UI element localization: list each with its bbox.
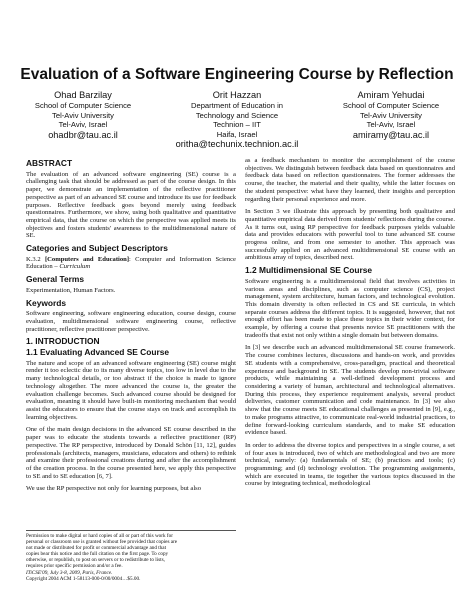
categories-text — [26, 256, 236, 271]
left-column — [26, 157, 236, 498]
category-name: [Computers and Education] — [44, 255, 130, 263]
keywords-heading: Keywords — [26, 297, 67, 308]
introduction-heading: 1. INTRODUCTION — [26, 336, 100, 347]
author-name: Amiram Yehudai — [357, 90, 425, 100]
author-affiliation: Department of Education in — [190, 101, 284, 110]
copyright-line: otherwise, or republish, to post on servers or to redistribute to lists, — [26, 557, 165, 564]
author-1 — [18, 90, 148, 141]
copyright-line: requires prior specific permission and/or a fee. — [26, 563, 123, 570]
paragraph: One of the main design decisions in the advanced SE course described in the paper was to educate the students towards a reflective practitioner (RP) perspective. The RP perspective, introduced by Donald Schön [11, 12], guides professionals (architects, managers, musicians, educators and others) to rethink and examine their professional creations during and after the accomplishment of the creation process. In the course presented here, we apply this perspective to SE and to SE education [6, 7]. — [26, 426, 236, 480]
author-affiliation: Haifa, Israel — [216, 129, 258, 139]
right-column — [245, 157, 455, 493]
author-email: amiramy@tau.ac.il — [352, 129, 430, 140]
author-name: Ohad Barzilay — [54, 90, 112, 100]
paragraph: as a feedback mechanism to monitor the accomplishment of the course objectives. We distinguish between feedback data based on questionnaires and feedback data based on reflection questionnaires. The former addresses the course, the teacher, the material and their quality, while the latter focuses on the student perspective: what have they learned, their insights and perception regarding their personal experience and more. — [245, 157, 455, 203]
categories-heading: Categories and Subject Descriptors — [26, 243, 168, 254]
category-rest: : Computer and Information Science Education – — [26, 255, 236, 271]
copyright-notice — [26, 530, 236, 582]
author-email: ohadbr@tau.ac.il — [48, 129, 118, 140]
author-3 — [326, 90, 456, 141]
paragraph: Software engineering is a multidimensional field that involves activities in various areas and disciplines, such as computer science (CS), project management, system architecture, human factors, and technological evolution. This domain diversity is often reflected in CS and SE curricula, in which separate courses address the different topics. It is suggested, however, that not enough effort has been made to place these topics in their wider context, for example, by offering a course that presents novice SE practitioners with the tradeoffs that exist not only within a single domain but between domains. — [245, 277, 455, 339]
copyright-line: Copyright 2004 ACM 1-58113-000-0/00/0004…$5.00. — [26, 575, 141, 582]
paper-title: Evaluation of a Software Engineering Course by Reflection — [20, 66, 454, 83]
general-terms-heading: General Terms — [26, 274, 85, 285]
paragraph: In [3] we describe such an advanced multidimensional SE course framework. The course combines lectures, discussions and hands-on work, and provides SE students with a comprehensive, cross-paradigm, practical and theoretical experience and background in SE. The students develop non-trivial software products, while maintaining a well-defined development process and considering a variety of human, architectural and technological alternatives. During this process, they experience requirement analysis, several product deliveries, customer communication and code maintenance. In [3] we also show that the course meets SE educational challenges as presented in [9], e.g., to make programs attractive, to communicate real-world industrial practices, to define forward-looking curriculum standards, and to make SE education evidence based. — [245, 344, 455, 437]
author-affiliation: Tel-Aviv University — [52, 110, 114, 120]
conference-line: ITiCSE'09, July 3-8, 2009, Paris, France. — [26, 569, 113, 576]
paragraph: In Section 3 we illustrate this approach by presenting both qualitative and quantitative empirical data derived from students' reflections during the course. As it turns out, using RP perspective for feedback purposes yields valuable data and provides educators with powerful tool to tune advanced SE course progress online, and from one semester to another. This approach was successfully applied on an advanced multidimensional SE course with an ambitious array of topics, described next. — [245, 208, 455, 262]
author-affiliation: Tel-Aviv, Israel — [58, 120, 108, 130]
abstract-text: The evaluation of an advanced software engineering (SE) course is a challenging task that should be addressed as part of the course design. In this paper, we demonstrate an implementation of the reflective practitioner perspective as part of an advanced SE course and introduce its use for feedback purposes. Reflective feedback goes beyond merely using feedback questionnaires. Furthermore, we show, using both qualitative and quantitative empirical data, that the course on which the perspective was applied meets its objectives and fosters students' awareness to the multidimensional nature of SE. — [26, 170, 236, 240]
author-email: oritha@techunix.technion.ac.il — [175, 139, 299, 150]
general-terms-text: Experimentation, Human Factors. — [26, 286, 116, 294]
subsection-heading: 1.1 Evaluating Advanced SE Course — [26, 347, 170, 358]
author-name: Orit Hazzan — [212, 90, 262, 100]
category-italic: Curriculum — [59, 263, 91, 271]
author-affiliation: Technion – IIT — [213, 120, 261, 130]
copyright-line: copies bear this notice and the full citation on the first page. To copy — [26, 551, 169, 558]
copyright-line: Permission to make digital or hard copies of all or part of this work for — [26, 533, 173, 539]
author-affiliation: Tel-Aviv University — [360, 110, 422, 120]
paragraph: In order to address the diverse topics and perspectives in a single course, a set of four axes is introduced, two of which are methodological and two are more technical, namely: (a) fundamentals of SE; (b) practices and tools; (c) programming; and (d) technology evolution. The programming assignments, which are executed in teams, tie together the various topics discussed in the course by integrating technical, methodological — [245, 441, 455, 488]
subsection-heading: 1.2 Multidimensional SE Course — [245, 265, 373, 276]
copyright-line: personal or classroom use is granted without fee provided that copies are — [26, 539, 178, 546]
category-code: K.3.2 — [26, 255, 45, 263]
paragraph: We use the RP perspective not only for learning purposes, but also — [26, 485, 202, 493]
author-2 — [167, 90, 307, 150]
keywords-text: Software engineering, software engineering education, course design, course evaluation, multidimensional software engineering course, reflective practitioner, reflective practitioner perspective. — [26, 310, 236, 333]
author-affiliation: Technology and Science — [195, 110, 279, 120]
author-affiliation: School of Computer Science — [34, 101, 132, 110]
paragraph: The nature and scope of an advanced software engineering (SE) course might render it too eclectic due to its many diverse topics, too low in level due to the many technological details, or too abstract if the choice is made to ignore technology altogether. The more advanced the course is, the greater the evaluation challenge becomes. Such advanced course should be designed for evaluation, meaning it should have built-in monitoring mechanism that would assist the educators to ensure that the course stays on track and accomplish its learning objectives. — [26, 359, 236, 421]
author-affiliation: School of Computer Science — [342, 101, 440, 110]
author-affiliation: Tel-Aviv, Israel — [366, 120, 416, 130]
copyright-line: not made or distributed for profit or commercial advantage and that — [26, 545, 167, 552]
abstract-heading: ABSTRACT — [26, 158, 73, 168]
